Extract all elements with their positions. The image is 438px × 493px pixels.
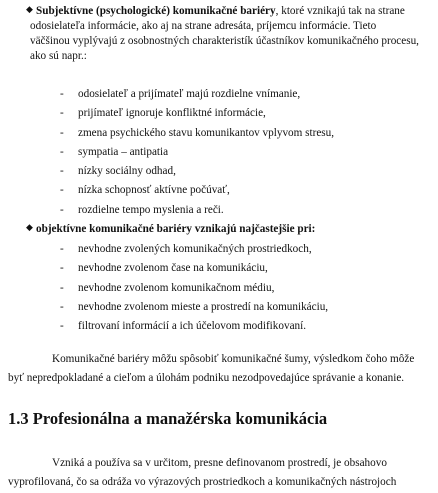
- subjective-barriers-list: [60, 87, 420, 222]
- paragraph-line: Vzniká a používa sa v určitom, presne definovanom prostredí, je obsahovo: [52, 457, 387, 469]
- list-item: - odosielateľ a prijímateľ majú rozdielne vnímanie,: [60, 87, 420, 106]
- list-item: - zmena psychického stavu komunikantov vplyvom stresu,: [60, 126, 420, 145]
- subjective-barriers-bullet: [26, 4, 422, 64]
- objective-barriers-bullet: [26, 222, 422, 237]
- diamond-bullet-icon: ◆: [26, 223, 33, 233]
- section-paragraph: [8, 456, 424, 490]
- paragraph-line: byť nepredpokladané a cieľom a úlohám podniku nezodpovedajúce správanie a konanie.: [8, 371, 405, 384]
- bullet-bold-lead: Subjektívne (psychologické) komunikačné bariéry: [36, 5, 276, 17]
- bullet-line: ako sú napr.:: [30, 49, 87, 62]
- list-item: - nevhodne zvolenom čase na komunikáciu,: [60, 261, 420, 280]
- objective-barriers-list: [60, 242, 420, 338]
- list-item: - rozdielne tempo myslenia a reči.: [60, 203, 420, 222]
- list-item: - nevhodne zvolenom komunikačnom médiu,: [60, 281, 420, 300]
- list-item: - nevhodne zvolenom mieste a prostredí na komunikáciu,: [60, 300, 420, 319]
- list-item: - nízka schopnosť aktívne počúvať,: [60, 183, 420, 202]
- paragraph-line: Komunikačné bariéry môžu spôsobiť komunikačné šumy, výsledkom čoho môže: [52, 353, 415, 365]
- bullet-line: väčšinou vyplývajú z osobnostných charakteristík účastníkov komunikačného procesu,: [30, 34, 419, 47]
- paragraph-line: vyprofilovaná, čo sa odráža vo výrazových prostriedkoch a komunikačných nástrojoch: [8, 475, 397, 488]
- barriers-paragraph: [8, 352, 424, 386]
- list-item: - prijímateľ ignoruje konfliktné informácie,: [60, 106, 420, 125]
- diamond-bullet-icon: ◆: [26, 5, 33, 15]
- bullet-line: [36, 4, 422, 19]
- list-item: - sympatia – antipatia: [60, 145, 420, 164]
- list-item: - nevhodne zvolených komunikačných prostriedkoch,: [60, 242, 420, 261]
- bullet-bold-text: objektívne komunikačné bariéry vznikajú najčastejšie pri:: [36, 223, 316, 235]
- list-item: - nízky sociálny odhad,: [60, 164, 420, 183]
- bullet-lead-rest: , ktoré vznikajú tak na strane: [275, 5, 405, 17]
- bullet-line: odosielateľa informácie, ako aj na strane adresáta, príjemcu informácie. Tieto: [30, 19, 377, 32]
- list-item: - filtrovaní informácií a ich účelovom modifikovaní.: [60, 319, 420, 338]
- section-heading: 1.3 Profesionálna a manažérska komunikácia: [8, 409, 328, 428]
